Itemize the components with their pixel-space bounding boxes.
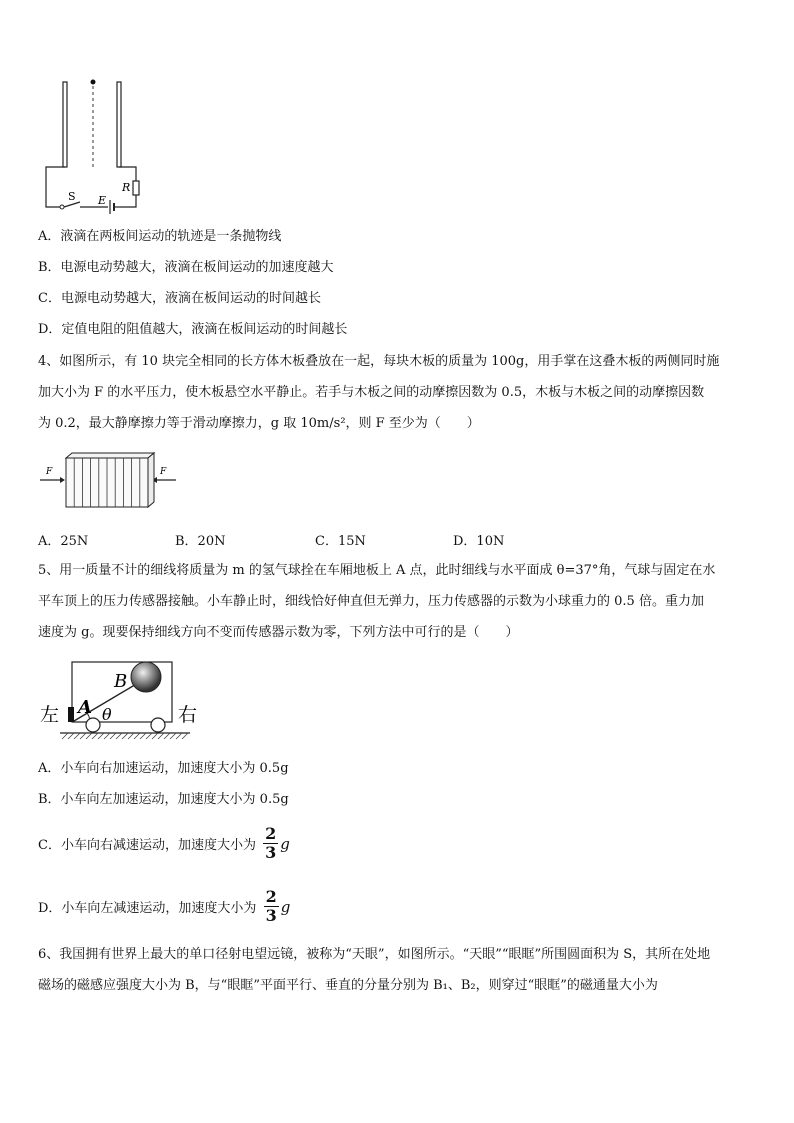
q5-cart-figure (38, 655, 208, 745)
fraction-d-variable: g (280, 897, 291, 916)
q5-option-d: D．小车向左减速运动，加速度大小为 (38, 901, 257, 916)
q4-option-b: B．20N (175, 534, 226, 549)
q5-stem-line-2: 平车顶上的压力传感器接触。小车静止时，细线恰好伸直但无弹力，压力传感器的示数为小球重力的 0.5 倍。重力加 (38, 594, 704, 609)
fraction-c-variable: g (280, 834, 290, 853)
label-left: 左 (40, 704, 60, 726)
q5-option-a: A．小车向右加速运动，加速度大小为 0.5g (38, 761, 289, 776)
q3-option-c: C．电源电动势越大，液滴在板间运动的时间越长 (38, 291, 321, 306)
label-s: S (68, 190, 76, 203)
q4-option-c: C．15N (315, 534, 366, 549)
label-e: E (98, 194, 107, 207)
q4-option-a: A．25N (38, 534, 89, 549)
switch-contact (60, 205, 64, 209)
fraction-d-denominator: 3 (265, 906, 277, 925)
label-theta: θ (102, 705, 112, 724)
label-f-left: F (46, 467, 53, 477)
q5-option-c-row (38, 826, 290, 861)
fraction-d-numerator: 2 (265, 887, 277, 906)
q4-stem-line-1: 4、如图所示，有 10 块完全相同的长方体木板叠放在一起，每块木板的质量为 100g，用手掌在这叠木板的两侧同时施 (38, 354, 720, 369)
q4-options-row (38, 530, 504, 549)
q4-boards-figure (38, 450, 183, 510)
ground-hatching (62, 733, 188, 739)
q4-option-d: D．10N (453, 534, 505, 549)
label-a: A (78, 697, 92, 718)
right-plate (117, 82, 121, 167)
resistor (133, 181, 139, 195)
q5-stem-line-3: 速度为 g。现要保持细线方向不变而传感器示数为零，下列方法中可行的是（ ） (38, 625, 519, 640)
q3-option-b: B．电源电动势越大，液滴在板间运动的加速度越大 (38, 260, 334, 275)
q4-stem-line-2: 加大小为 F 的水平压力，使木板悬空水平静止。若手与木板之间的动摩擦因数为 0.5，木板与木板之间的动摩擦因数 (38, 385, 705, 400)
wheel-right (151, 718, 165, 732)
left-force-arrow (60, 477, 65, 483)
q6-stem-line-1: 6、我国拥有世界上最大的单口径射电望远镜，被称为“天眼”，如图所示。“天眼”“眼眶”所围圆面积为 S，其所在处地 (38, 947, 711, 962)
fraction-c-numerator: 2 (265, 824, 277, 843)
q3-circuit-figure (38, 76, 158, 216)
q4-stem-line-3: 为 0.2，最大静摩擦力等于滑动摩擦力，g 取 10m/s²，则 F 至少为（ ） (38, 416, 480, 431)
q5-option-b: B．小车向左加速运动，加速度大小为 0.5g (38, 792, 289, 807)
q5-option-d-row (38, 889, 290, 924)
label-f-right: F (160, 467, 167, 477)
q3-option-d: D．定值电阻的阻值越大，液滴在板间运动的时间越长 (38, 322, 348, 337)
anchor-block (68, 707, 74, 722)
fraction-c-denominator: 3 (265, 843, 277, 862)
q5-option-c: C．小车向右减速运动，加速度大小为 (38, 838, 256, 853)
label-b: B (114, 671, 128, 692)
label-right: 右 (178, 704, 198, 726)
q3-option-a: A．液滴在两板间运动的轨迹是一条抛物线 (38, 229, 282, 244)
label-r: R (122, 181, 131, 194)
q6-stem-line-2: 磁场的磁感应强度大小为 B，与“眼眶”平面平行、垂直的分量分别为 B₁、B₂，则穿过“眼眶”的磁通量大小为 (38, 978, 658, 993)
left-plate (63, 82, 67, 167)
fraction-c (263, 826, 278, 861)
q5-stem-line-1: 5、用一质量不计的细线将质量为 m 的氢气球拴在车厢地板上 A 点，此时细线与水平面成 θ=37°角，气球与固定在水 (38, 563, 716, 578)
balloon (131, 662, 161, 692)
wheel-left (86, 718, 100, 732)
droplet-dot (91, 80, 96, 85)
fraction-d (264, 889, 279, 924)
